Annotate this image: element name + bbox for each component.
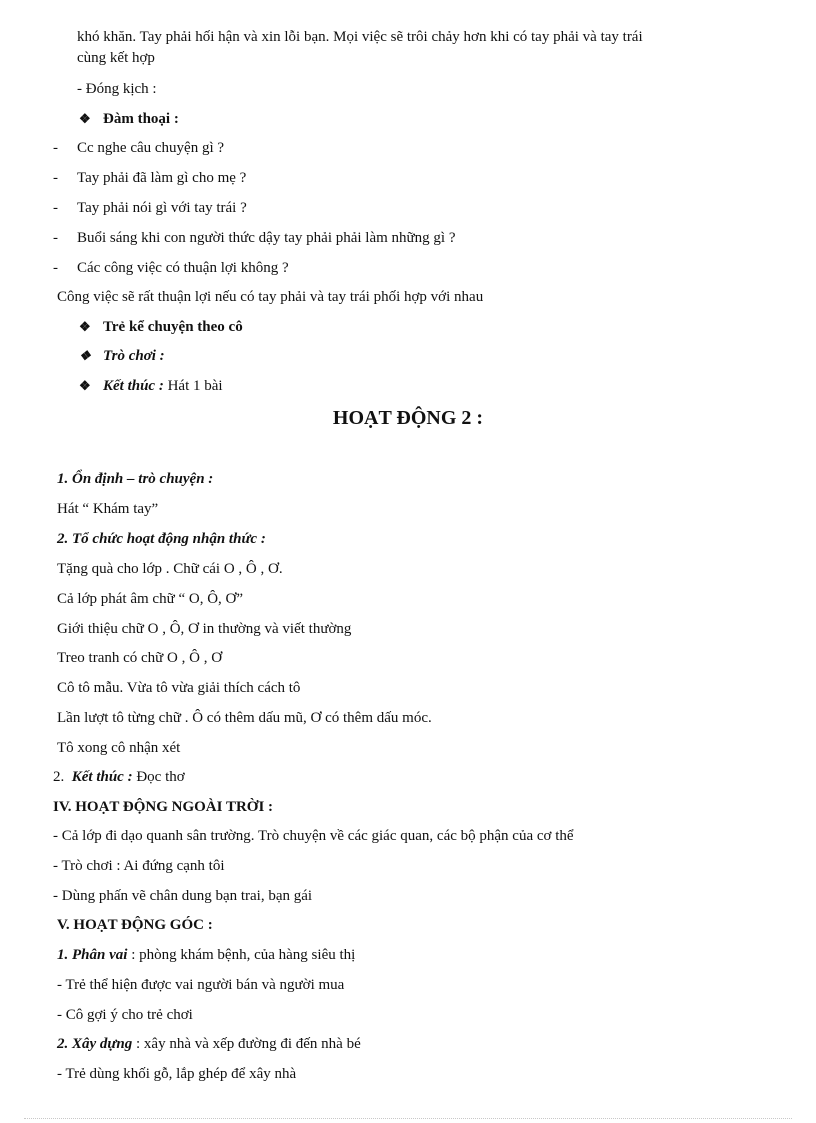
question-text: Tay phải đã làm gì cho mẹ ? — [77, 170, 247, 186]
conclusion-line: Công việc sẽ rất thuận lợi nếu có tay phải và tay trái phối hợp với nhau — [57, 289, 484, 305]
section-line: Giới thiệu chữ O , Ô, Ơ in thường và viết thường — [57, 621, 352, 637]
section-v-line: - Trẻ dùng khối gỗ, lắp ghép để xây nhà — [57, 1066, 297, 1082]
dam-thoai-label: Đàm thoại : — [103, 111, 179, 127]
paragraph-line: khó khăn. Tay phải hối hận và xin lỗi bạn. Mọi việc sẽ trôi chảy hơn khi có tay phải và tay trái — [77, 29, 643, 45]
page-bottom-rule — [24, 1118, 792, 1119]
bullet-item-tre-ke: ❖ Trẻ kể chuyện theo cô — [79, 319, 243, 335]
diamond-bullet-icon: ❖ — [79, 111, 91, 126]
section-line: Tặng quà cho lớp . Chữ cái O , Ô , Ơ. — [57, 561, 283, 577]
section-iv-line: - Cả lớp đi dạo quanh sân trường. Trò chuyện về các giác quan, các bộ phận của cơ thể — [53, 828, 574, 844]
page-heading: HOẠT ĐỘNG 2 : — [332, 407, 484, 429]
section-title: 2. Tổ chức hoạt động nhận thức : — [57, 531, 266, 547]
phan-vai-line: 1. Phân vai : phòng khám bệnh, của hàng siêu thị — [57, 947, 356, 963]
question-text: Các công việc có thuận lợi không ? — [77, 260, 289, 276]
question-text: Buổi sáng khi con người thức dậy tay phải phải làm những gì ? — [77, 230, 456, 246]
diamond-bullet-icon: ❖ — [79, 348, 91, 363]
section-iv-title: IV. HOẠT ĐỘNG NGOÀI TRỜI : — [53, 799, 274, 815]
dash-bullet: - — [53, 230, 58, 246]
diamond-bullet-icon: ❖ — [79, 378, 91, 393]
section-line: Cả lớp phát âm chữ “ O, Ô, Ơ” — [57, 591, 244, 607]
dash-bullet: - — [53, 170, 58, 186]
section-iv-line: - Dùng phấn vẽ chân dung bạn trai, bạn gái — [53, 888, 313, 904]
dong-kich-line: - Đóng kịch : — [77, 81, 157, 97]
dash-bullet: - — [53, 140, 58, 156]
dam-thoai-heading — [79, 109, 179, 129]
xay-dung-line: 2. Xây dựng : xây nhà và xếp đường đi đến nhà bé — [57, 1036, 361, 1052]
section-line: Tô xong cô nhận xét — [57, 740, 181, 756]
paragraph-line: cùng kết hợp — [77, 50, 155, 66]
section-line: Treo tranh có chữ O , Ô , Ơ — [57, 650, 223, 666]
dash-bullet: - — [53, 200, 58, 216]
section-line: Lần lượt tô từng chữ . Ô có thêm dấu mũ, Ơ có thêm dấu móc. — [57, 710, 432, 726]
section-iv-line: - Trò chơi : Ai đứng cạnh tôi — [53, 858, 225, 874]
dash-bullet: - — [53, 260, 58, 276]
question-text: Cc nghe câu chuyện gì ? — [77, 140, 225, 156]
question-text: Tay phải nói gì với tay trái ? — [77, 200, 247, 216]
section-line: Cô tô mẫu. Vừa tô vừa giải thích cách tô — [57, 680, 301, 696]
section-v-title: V. HOẠT ĐỘNG GÓC : — [57, 917, 213, 933]
ket-thuc-line: 2. Kết thúc : Đọc thơ — [53, 769, 185, 785]
section-title: 1. Ổn định – trò chuyện : — [57, 471, 214, 487]
bullet-item-ket-thuc: ❖ Kết thúc : Hát 1 bài — [79, 378, 223, 394]
section-v-line: - Cô gợi ý cho trẻ chơi — [57, 1007, 193, 1023]
section-line: Hát “ Khám tay” — [57, 501, 159, 517]
section-v-line: - Trẻ thể hiện được vai người bán và người mua — [57, 977, 345, 993]
bullet-item-tro-choi: ❖ Trò chơi : — [79, 348, 165, 364]
diamond-bullet-icon: ❖ — [79, 319, 91, 334]
